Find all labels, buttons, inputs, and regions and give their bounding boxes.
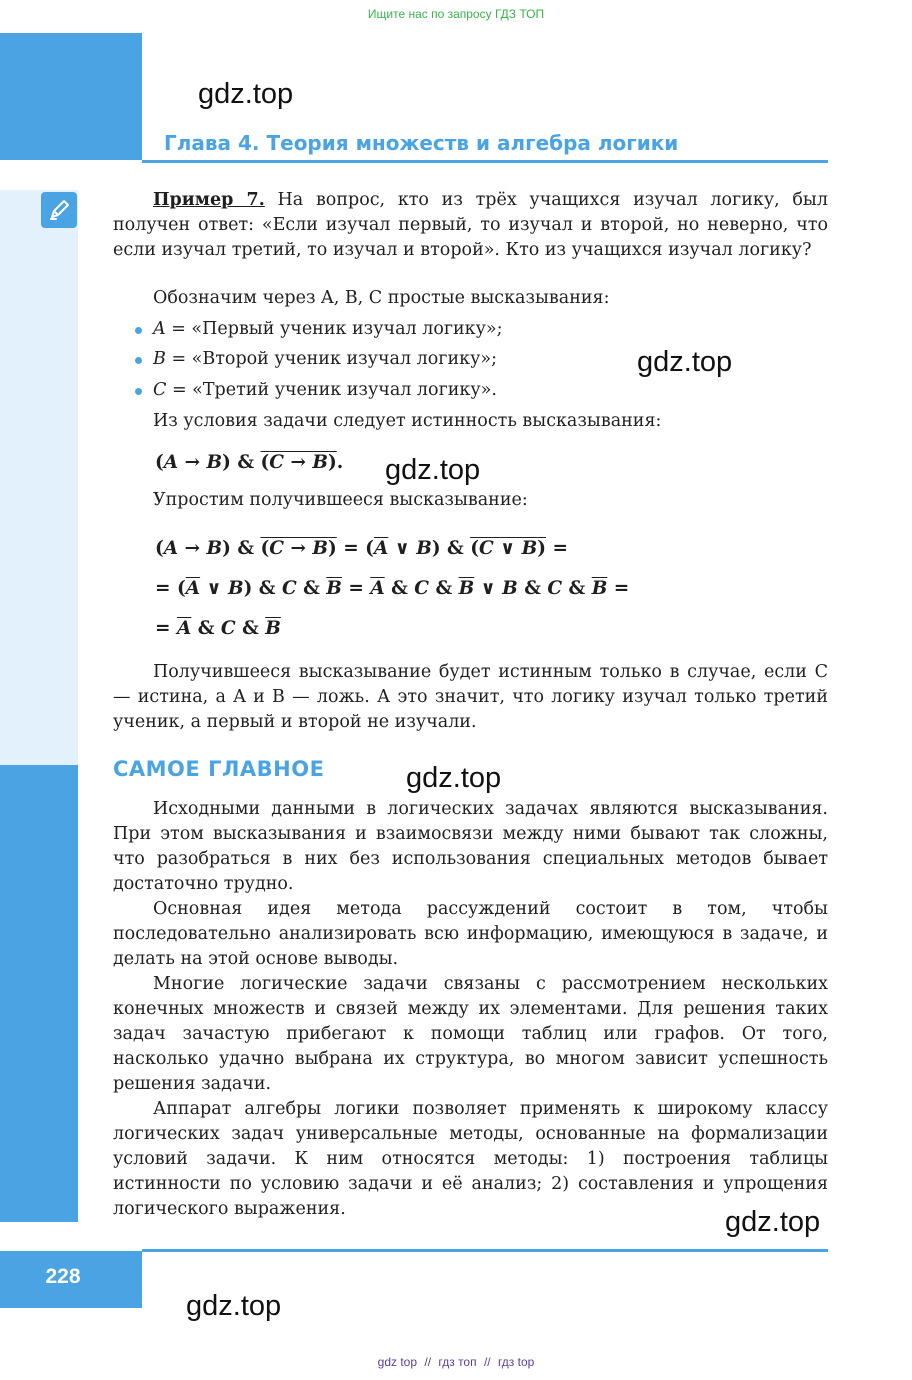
bullet-item: C = «Третий ученик изучал логику». <box>153 380 497 400</box>
pencil-icon <box>41 192 77 228</box>
left-color-bar-section <box>0 765 78 1222</box>
chapter-title: Глава 4. Теория множеств и алгебра логики <box>164 131 679 155</box>
example-text: На вопрос, кто из трёх учащихся изучал логику, был получен ответ: «Если изучал первый, то изучал и второй, но неверно, что если изучал третий, то изучал и второй». Кто из учащихся изучал логику? <box>113 190 828 260</box>
watermark: gdz.top <box>385 454 481 486</box>
conclusion-paragraph: Получившееся высказывание будет истинным только в случае, если C — истина, а A и B — ложь. А это значит, что логику изучал только третий ученик, а первый и второй не изучали. <box>113 662 828 732</box>
watermark: gdz.top <box>198 78 294 110</box>
footer-separator: // <box>483 1355 491 1369</box>
bullet-item: B = «Второй ученик изучал логику»; <box>153 349 497 369</box>
watermark: gdz.top <box>637 346 733 378</box>
summary-paragraph-4: Аппарат алгебры логики позволяет применять к широкому классу логических задач универсальные методы, основанные на формализации условий задачи. К ним относятся методы: 1) построения таблицы истинности по условию задачи и её анализ; 2) составления и упрощения логического выражения. <box>113 1099 828 1219</box>
footer-links <box>0 1355 912 1369</box>
left-color-bar-top <box>0 33 142 160</box>
bullet-item: A = «Первый ученик изучал логику»; <box>153 319 503 339</box>
formula-step-1: (A → B) & $(C \to B) = (\overline{A}$ ∨ B) & (C ∨ B) = <box>155 538 568 559</box>
chapter-divider <box>142 160 828 163</box>
footer-separator: // <box>424 1355 432 1369</box>
section-title: САМОЕ ГЛАВНОЕ <box>113 757 325 781</box>
bottom-divider <box>142 1249 828 1252</box>
formula-step-2: = ($\overline{A}$ ∨ B) & C & $\overline{B} = \overline{A}$ & C & $\overline{B}$ ∨ B & C & $\overline{B}$ = <box>155 578 630 599</box>
condition-line: Из условия задачи следует истинность высказывания: <box>153 411 662 431</box>
simplify-line: Упростим получившееся высказывание: <box>153 490 528 510</box>
page-number: 228 <box>45 1265 81 1288</box>
top-banner[interactable]: Ищите нас по запросу ГДЗ ТОП <box>367 7 545 21</box>
footer-link[interactable]: гдз топ <box>438 1355 477 1369</box>
summary-paragraph-2: Основная идея метода рассуждений состоит в том, чтобы последовательно анализировать всю информацию, имеющуюся в задаче, и делать на этой основе выводы. <box>113 899 828 969</box>
watermark: gdz.top <box>186 1290 282 1322</box>
formula-step-3: = $\overline{A}$ & C & $\overline{B}$ <box>155 618 281 639</box>
bullet-dot <box>135 357 142 364</box>
formula-condition: (A → B) & (C → B). <box>155 452 344 473</box>
example-paragraph <box>113 188 828 263</box>
bullet-dot <box>135 388 142 395</box>
bullet-dot <box>135 327 142 334</box>
summary-paragraph-3: Многие логические задачи связаны с рассмотрением нескольких конечных множеств и связей между их элементами. Для решения таких задач зачастую прибегают к помощи таблиц или графов. От того, насколько удачно выбрана их структура, во многом зависит успешность решения задачи. <box>113 974 828 1094</box>
watermark: gdz.top <box>725 1206 821 1238</box>
footer-link[interactable]: gdz top <box>377 1355 418 1369</box>
footer-link[interactable]: гдз top <box>497 1355 535 1369</box>
watermark: gdz.top <box>406 762 502 794</box>
left-color-bar-pale <box>0 190 78 765</box>
example-label: Пример 7. <box>153 190 265 210</box>
summary-paragraph-1: Исходными данными в логических задачах являются высказывания. При этом высказывания и взаимосвязи между ними бывают так сложны, что разобраться в них без использования специальных методов бывает достаточно трудно. <box>113 799 828 894</box>
notation-line: Обозначим через A, B, C простые высказывания: <box>153 288 610 308</box>
